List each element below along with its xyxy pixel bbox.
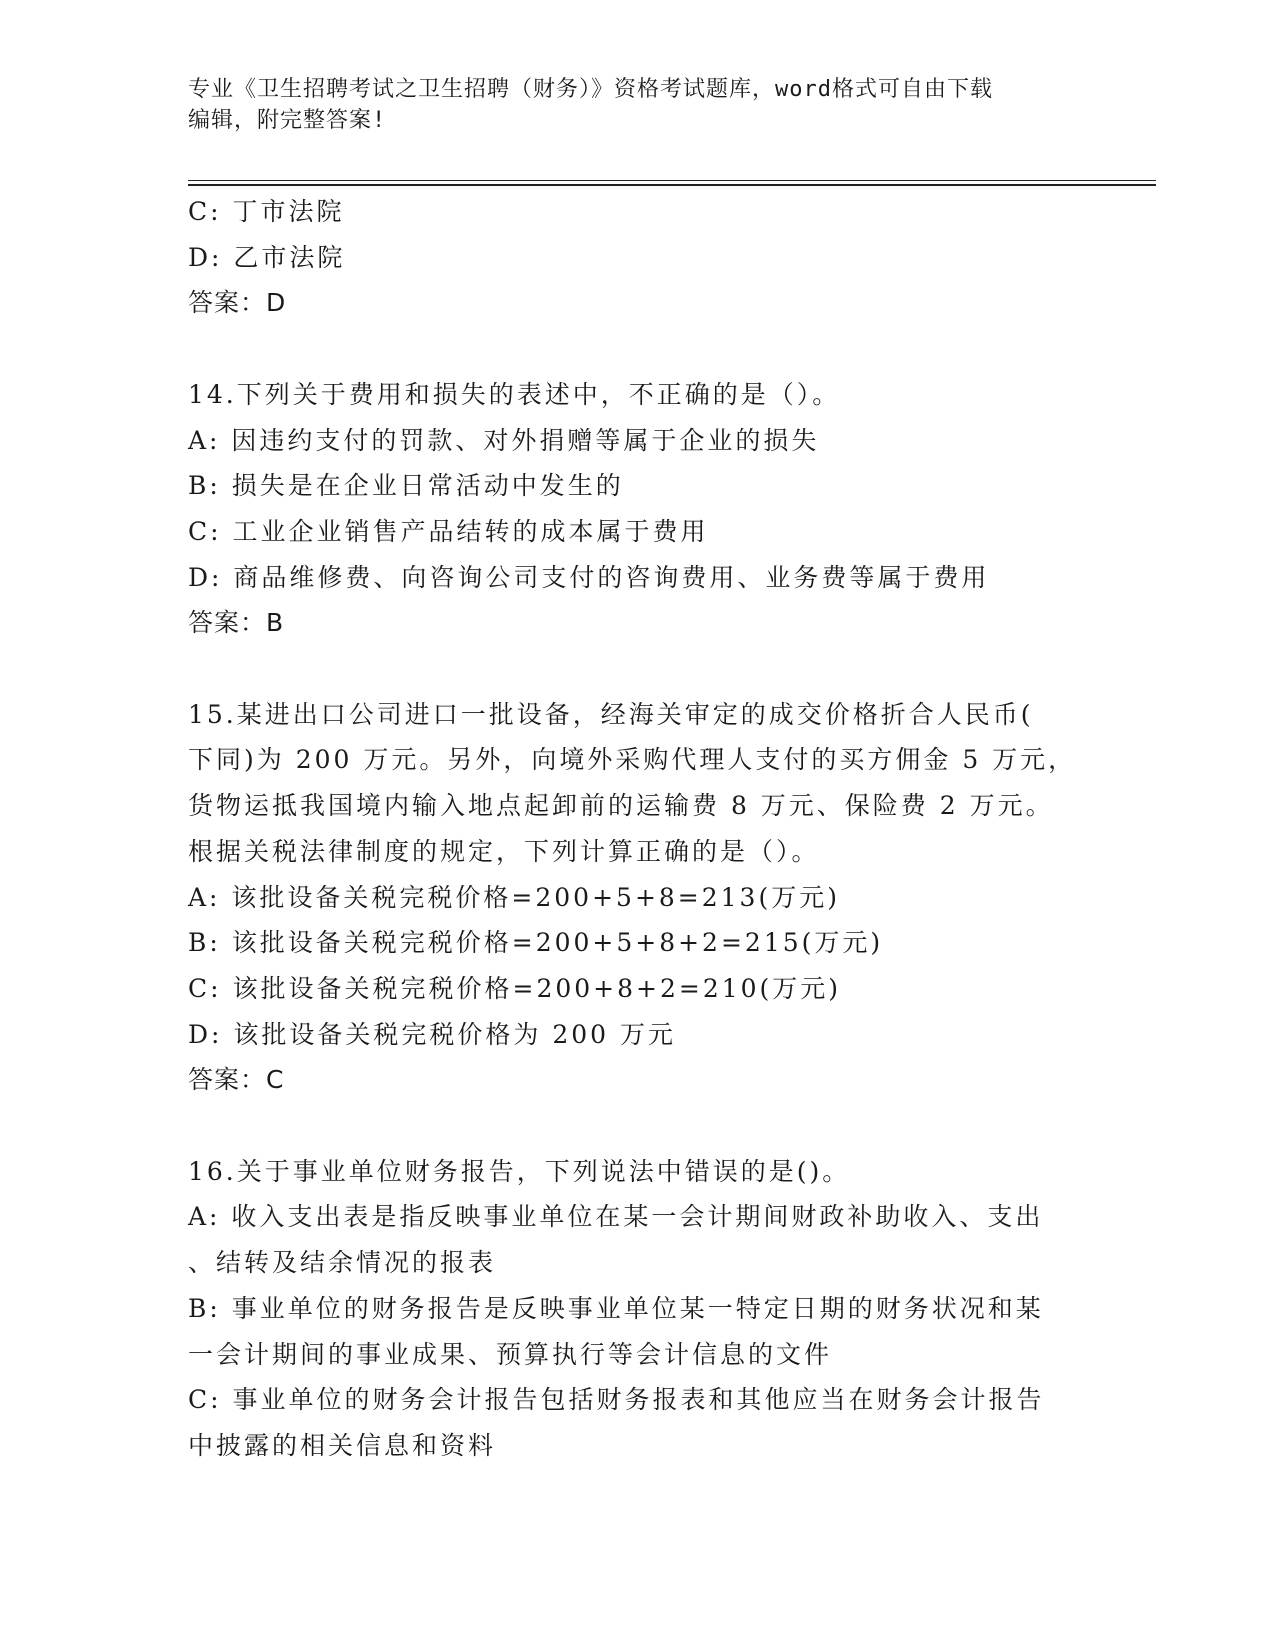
option-b: B: 该批设备关税完税价格=200+5+8+2=215(万元) [188, 928, 884, 958]
question-stem-line-4: 根据关税法律制度的规定，下列计算正确的是（）。 [188, 836, 820, 866]
option-a: A: 该批设备关税完税价格=200+5+8=213(万元) [188, 882, 840, 912]
option-c: C: 工业企业销售产品结转的成本属于费用 [188, 516, 709, 546]
option-c-line-1: C: 事业单位的财务会计报告包括财务报表和其他应当在财务会计报告 [188, 1385, 1045, 1415]
question-stem-line-2: 下同)为 200 万元。另外，向境外采购代理人支付的买方佣金 5 万元， [188, 745, 1077, 775]
option-b-line-1: B: 事业单位的财务报告是反映事业单位某一特定日期的财务状况和某 [188, 1293, 1044, 1323]
header-divider-bottom [188, 184, 1156, 186]
question-stem-line-1: 15.某进出口公司进口一批设备，经海关审定的成交价格折合人民币( [188, 699, 1034, 729]
header-line-2: 编辑，附完整答案! [188, 108, 387, 133]
option-c: C: 该批设备关税完税价格=200+8+2=210(万元) [188, 973, 842, 1003]
answer-text: 答案：C [188, 1065, 285, 1095]
header-divider-top [188, 180, 1156, 181]
option-d: D: 乙市法院 [188, 242, 346, 272]
question-16 [188, 1149, 1088, 1469]
option-a: A: 因违约支付的罚款、对外捐赠等属于企业的损失 [188, 425, 820, 455]
option-d: D: 商品维修费、向咨询公司支付的咨询费用、业务费等属于费用 [188, 562, 990, 592]
option-c: C: 丁市法院 [188, 197, 345, 226]
spacer [188, 1103, 1088, 1149]
question-13-tail [188, 189, 1088, 326]
question-14 [188, 372, 1088, 646]
option-b-line-2: 一会计期间的事业成果、预算执行等会计信息的文件 [188, 1339, 833, 1369]
question-15 [188, 692, 1088, 1103]
option-a-line-2: 、结转及结余情况的报表 [188, 1248, 497, 1278]
question-stem-line-3: 货物运抵我国境内输入地点起卸前的运输费 8 万元、保险费 2 万元。 [188, 791, 1054, 821]
option-b: B: 损失是在企业日常活动中发生的 [188, 471, 624, 501]
answer-text: 答案：B [188, 608, 285, 638]
option-d: D: 该批设备关税完税价格为 200 万元 [188, 1019, 677, 1049]
option-a-line-1: A: 收入支出表是指反映事业单位在某一会计期间财政补助收入、支出 [188, 1202, 1044, 1232]
header-line-1: 专业《卫生招聘考试之卫生招聘（财务）》资格考试题库，word格式可自由下载 [188, 77, 993, 102]
question-list [188, 189, 1088, 1469]
question-stem: 16.关于事业单位财务报告，下列说法中错误的是()。 [188, 1156, 851, 1186]
question-stem: 14.下列关于费用和损失的表述中，不正确的是（）。 [188, 379, 841, 409]
document-header [188, 74, 1068, 136]
spacer [188, 646, 1088, 692]
option-c-line-2: 中披露的相关信息和资料 [188, 1430, 497, 1460]
spacer [188, 326, 1088, 372]
answer-text: 答案：D [188, 288, 287, 318]
